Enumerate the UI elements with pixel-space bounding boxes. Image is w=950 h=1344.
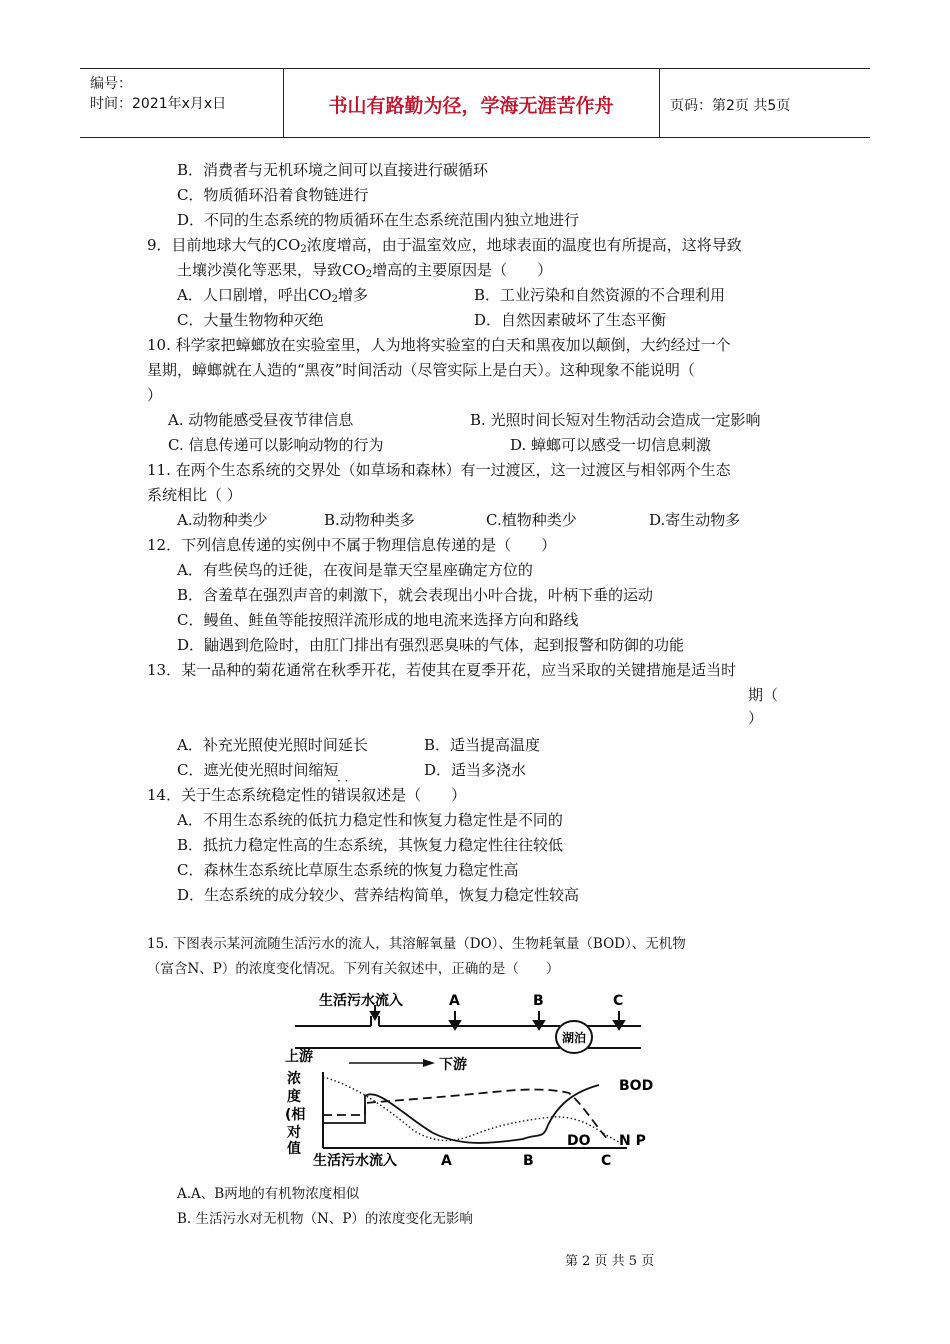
q13-option-a: A．补充光照使光照时间延长 xyxy=(177,736,368,754)
point-c-label: C xyxy=(613,993,624,1009)
q11-stem-line1: 11. 在两个生态系统的交界处（如草场和森林）有一过渡区，这一过渡区与相邻两个生态 xyxy=(147,461,731,479)
q15-stem-line1: 15. 下图表示某河流随生活污水的流人，其溶解氧量（DO）、生物耗氧量（BOD）、无机物 xyxy=(147,936,686,952)
page-footer: 第 2 页 共 5 页 xyxy=(565,1254,655,1269)
q8-option-b: B．消费者与无机环境之间可以直接进行碳循环 xyxy=(177,161,489,179)
q10-stem-line2: 星期，蟑螂就在人造的“黑夜”时间活动（尽管实际上是白天）。这种现象不能说明（ xyxy=(147,361,695,379)
x-label-sewage: 生活污水流入 xyxy=(313,1153,397,1169)
point-a-label: A xyxy=(449,993,460,1009)
q9-option-b: B．工业污染和自然资源的不合理利用 xyxy=(474,286,726,304)
arrow-sewage-head xyxy=(371,1012,379,1019)
bod-label: BOD xyxy=(619,1078,654,1094)
np-label: N P xyxy=(619,1133,646,1149)
x-label-b: B xyxy=(523,1153,534,1169)
q13-stem-line1: 13．某一品种的菊花通常在秋季开花，若使其在夏季开花，应当采取的关键措施是适当时 xyxy=(147,661,737,679)
q9-option-c: C．大量生物物种灭绝 xyxy=(177,311,324,329)
q12-stem: 12．下列信息传递的实例中不属于物理信息传递的是（ ） xyxy=(147,536,557,554)
q8-option-c: C．物质循环沿着食物链进行 xyxy=(177,186,369,204)
q10-option-c: C. 信息传递可以影响动物的行为 xyxy=(168,436,384,454)
q11-option-a: A.动物种类少 xyxy=(177,511,268,529)
emphasis-dots: · · xyxy=(337,774,349,788)
x-label-a: A xyxy=(441,1153,452,1169)
q8-option-d: D．不同的生态系统的物质循环在生态系统范围内独立地进行 xyxy=(177,211,580,229)
do-label: DO xyxy=(567,1133,591,1149)
q11-option-b: B.动物种类多 xyxy=(324,511,415,529)
header-divider xyxy=(659,69,660,137)
q12-option-d: D．鼬遇到危险时，由肛门排出有强烈恶臭味的气体，起到报警和防御的功能 xyxy=(177,636,685,654)
downstream-label: 下游 xyxy=(439,1057,467,1073)
q13-stem-line3: ） xyxy=(748,709,764,727)
page-header xyxy=(80,68,870,138)
q15-option-b: B. 生活污水对无机物（N、P）的浓度变化无影响 xyxy=(177,1211,473,1227)
q9-option-a: A．人口剧增，呼出$CO_2$增多 xyxy=(177,286,368,305)
q14-option-b: B．抵抗力稳定性高的生态系统，其恢复力稳定性往往较低 xyxy=(177,836,564,854)
q13-option-b: B．适当提高温度 xyxy=(424,736,541,754)
date-label: 时间：2021年x月x日 xyxy=(90,96,227,112)
y-axis-label-5: 值 xyxy=(287,1141,301,1157)
y-axis-label-2: 度 xyxy=(287,1089,301,1105)
lake-label: 湖泊 xyxy=(562,1031,587,1045)
river-pollution-figure xyxy=(283,985,663,1173)
point-b-label: B xyxy=(533,993,544,1009)
upstream-label: 上游 xyxy=(285,1049,313,1065)
q11-option-c: C.植物种类少 xyxy=(486,511,577,529)
q10-stem-line3: ） xyxy=(147,386,163,404)
y-axis-label-4: 对 xyxy=(287,1125,301,1141)
q9-option-d: D．自然因素破坏了生态平衡 xyxy=(474,311,667,329)
q15-option-a: A.A、B两地的有机物浓度相似 xyxy=(177,1186,360,1202)
q14-stem: 14．关于生态系统稳定性的错误叙述是（ ） xyxy=(147,786,467,804)
header-motto: 书山有路勤为径，学海无涯苦作舟 xyxy=(328,95,614,117)
q11-option-d: D.寄生动物多 xyxy=(649,511,741,529)
arrow-b-head xyxy=(534,1021,544,1029)
q14-option-d: D．生态系统的成分较少、营养结构简单，恢复力稳定性较高 xyxy=(177,886,580,904)
q13-option-c: C．遮光使光照时间缩短 xyxy=(177,761,339,779)
arrow-c-head xyxy=(614,1021,624,1029)
q9-stem-line2: 土壤沙漠化等恶果，导致$CO_2$增高的主要原因是（ ） xyxy=(177,261,553,280)
y-axis-label-3: (相 xyxy=(285,1107,306,1123)
q13-option-d: D．适当多浇水 xyxy=(424,761,527,779)
header-page-number: 页码：第2页 共5页 xyxy=(670,98,791,114)
q10-option-a: A. 动物能感受昼夜节律信息 xyxy=(168,411,354,429)
q14-option-a: A．不用生态系统的低抗力稳定性和恢复力稳定性是不同的 xyxy=(177,811,563,829)
q10-option-b: B. 光照时间长短对生物活动会造成一定影响 xyxy=(470,411,761,429)
q14-option-c: C．森林生态系统比草原生态系统的恢复力稳定性高 xyxy=(177,861,519,879)
q12-option-b: B．含羞草在强烈声音的刺激下，就会表现出小叶合拢，叶柄下垂的运动 xyxy=(177,586,654,604)
y-axis-label-1: 浓 xyxy=(287,1071,301,1087)
q12-option-a: A．有些侯鸟的迁徙，在夜间是靠天空星座确定方位的 xyxy=(177,561,533,579)
q11-stem-line2: 系统相比（ ） xyxy=(147,486,242,504)
q10-option-d: D. 蟑螂可以感受一切信息刺激 xyxy=(510,436,712,454)
downstream-arrow-head xyxy=(423,1059,435,1067)
x-label-c: C xyxy=(601,1153,612,1169)
q13-stem-line2: 期（ xyxy=(748,686,779,704)
q10-stem-line1: 10. 科学家把蟑螂放在实验室里，人为地将实验室的白天和黑夜加以颠倒，大约经过一个 xyxy=(147,336,731,354)
q15-stem-line2: （富含N、P）的浓度变化情况。下列有关叙述中，正确的是（ ） xyxy=(147,961,560,977)
q12-option-c: C．鳗鱼、鲑鱼等能按照洋流形成的地电流来选择方向和路线 xyxy=(177,611,579,629)
sewage-in-label: 生活污水流入 xyxy=(319,993,403,1009)
arrow-a-head xyxy=(450,1021,460,1029)
q9-stem-line1: 9．目前地球大气的$CO_2$浓度增高，由于温室效应，地球表面的温度也有所提高，这将导致 xyxy=(147,236,742,255)
number-label: 编号： xyxy=(90,76,132,92)
